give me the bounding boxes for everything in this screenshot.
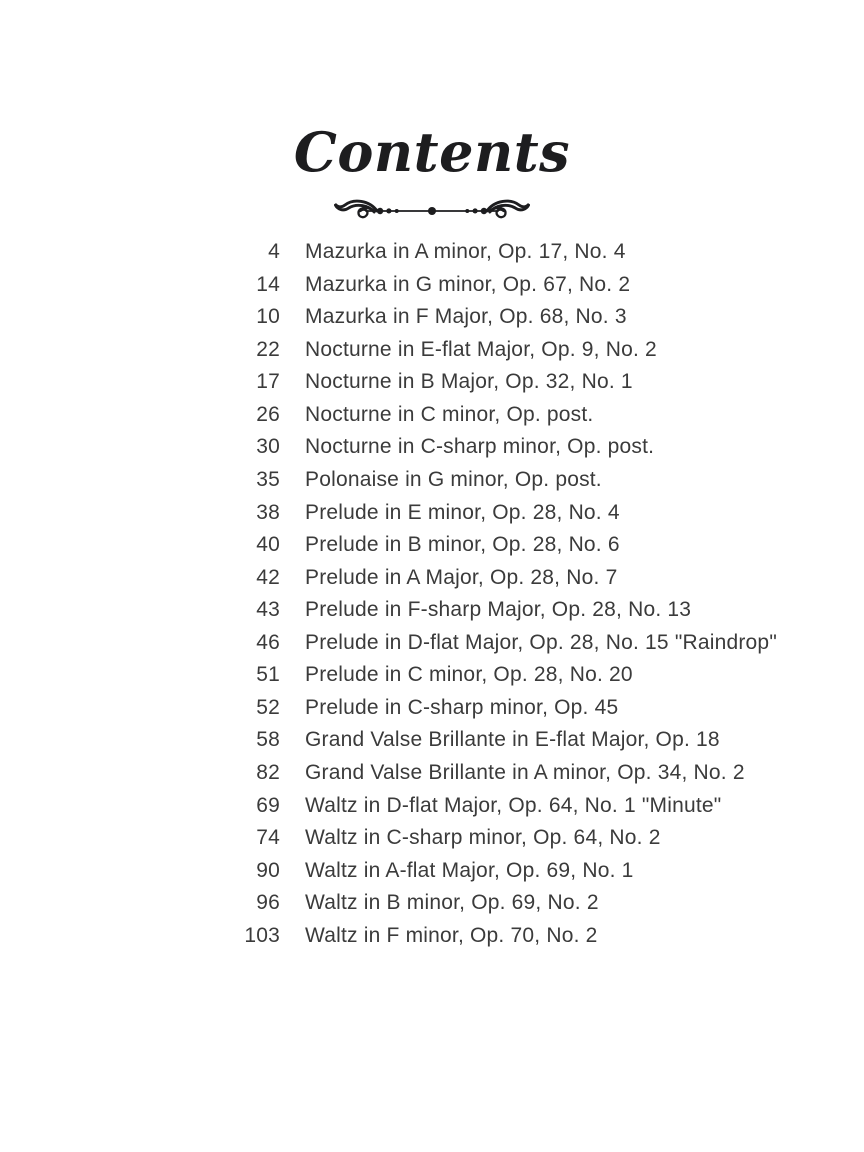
toc-page-number: 40 [256,533,280,557]
toc-page-number: 103 [244,923,280,947]
toc-row [0,366,864,399]
toc-entry-title: Prelude in F-sharp Major, Op. 28, No. 13 [305,598,692,622]
toc-row [0,529,864,562]
toc-page-number: 22 [256,337,280,361]
toc-page-number: 35 [256,467,280,491]
ornament-divider [334,197,530,223]
toc-row [0,334,864,367]
toc-entry-title: Grand Valse Brillante in E-flat Major, Op. 18 [305,728,720,752]
toc-page-number: 69 [256,793,280,817]
toc-page-number: 38 [256,500,280,524]
toc-page-number: 58 [256,728,280,752]
toc-row [0,692,864,725]
toc-entry-title: Waltz in D-flat Major, Op. 64, No. 1 "Minute" [305,793,722,817]
toc-page-number: 90 [256,858,280,882]
toc-row [0,757,864,790]
toc-row [0,790,864,823]
toc-row [0,497,864,530]
toc-page-number: 42 [256,565,280,589]
toc-page-number: 51 [256,663,280,687]
toc-entry-title: Nocturne in B Major, Op. 32, No. 1 [305,370,633,394]
toc-page-number: 46 [256,630,280,654]
toc-entry-title: Waltz in F minor, Op. 70, No. 2 [305,923,598,947]
toc-row [0,627,864,660]
toc-page-number: 96 [256,891,280,915]
toc-entry-title: Mazurka in F Major, Op. 68, No. 3 [305,305,627,329]
toc-page-number: 52 [256,695,280,719]
page-title: Contents [293,120,571,184]
toc-row [0,399,864,432]
toc-page-number: 17 [256,370,280,394]
toc-page-number: 14 [256,272,280,296]
toc-page-number: 4 [268,240,280,263]
table-of-contents [0,236,864,952]
toc-page-number: 74 [256,826,280,850]
toc-entry-title: Polonaise in G minor, Op. post. [305,467,602,491]
toc-entry-title: Nocturne in C minor, Op. post. [305,402,594,426]
toc-row [0,562,864,595]
toc-entry-title: Prelude in A Major, Op. 28, No. 7 [305,565,618,589]
flourish-icon [334,197,530,223]
toc-row [0,920,864,953]
toc-entry-title: Waltz in A-flat Major, Op. 69, No. 1 [305,858,634,882]
toc-row [0,594,864,627]
toc-page-number: 43 [256,598,280,622]
toc-entry-title: Prelude in C minor, Op. 28, No. 20 [305,663,633,687]
toc-entry-title: Mazurka in G minor, Op. 67, No. 2 [305,272,631,296]
toc-row [0,822,864,855]
toc-entry-title: Nocturne in C-sharp minor, Op. post. [305,435,655,459]
toc-entry-title: Grand Valse Brillante in A minor, Op. 34, No. 2 [305,761,745,784]
toc-row [0,659,864,692]
toc-page-number: 26 [256,402,280,426]
toc-entry-title: Waltz in C-sharp minor, Op. 64, No. 2 [305,826,661,850]
toc-page-number: 82 [256,761,280,784]
toc-row [0,431,864,464]
toc-entry-title: Nocturne in E-flat Major, Op. 9, No. 2 [305,337,657,361]
toc-entry-title: Prelude in C-sharp minor, Op. 45 [305,695,619,719]
toc-entry-title: Prelude in B minor, Op. 28, No. 6 [305,533,620,557]
toc-row [0,269,864,302]
toc-row [0,236,864,269]
toc-row [0,724,864,757]
toc-entry-title: Prelude in D-flat Major, Op. 28, No. 15 "Raindrop" [305,630,777,654]
toc-row [0,855,864,888]
toc-row [0,887,864,920]
toc-row [0,464,864,497]
toc-page-number: 30 [256,435,280,459]
toc-row [0,301,864,334]
toc-entry-title: Prelude in E minor, Op. 28, No. 4 [305,500,620,524]
toc-entry-title: Waltz in B minor, Op. 69, No. 2 [305,891,599,915]
toc-entry-title: Mazurka in A minor, Op. 17, No. 4 [305,240,626,263]
toc-page-number: 10 [256,305,280,329]
